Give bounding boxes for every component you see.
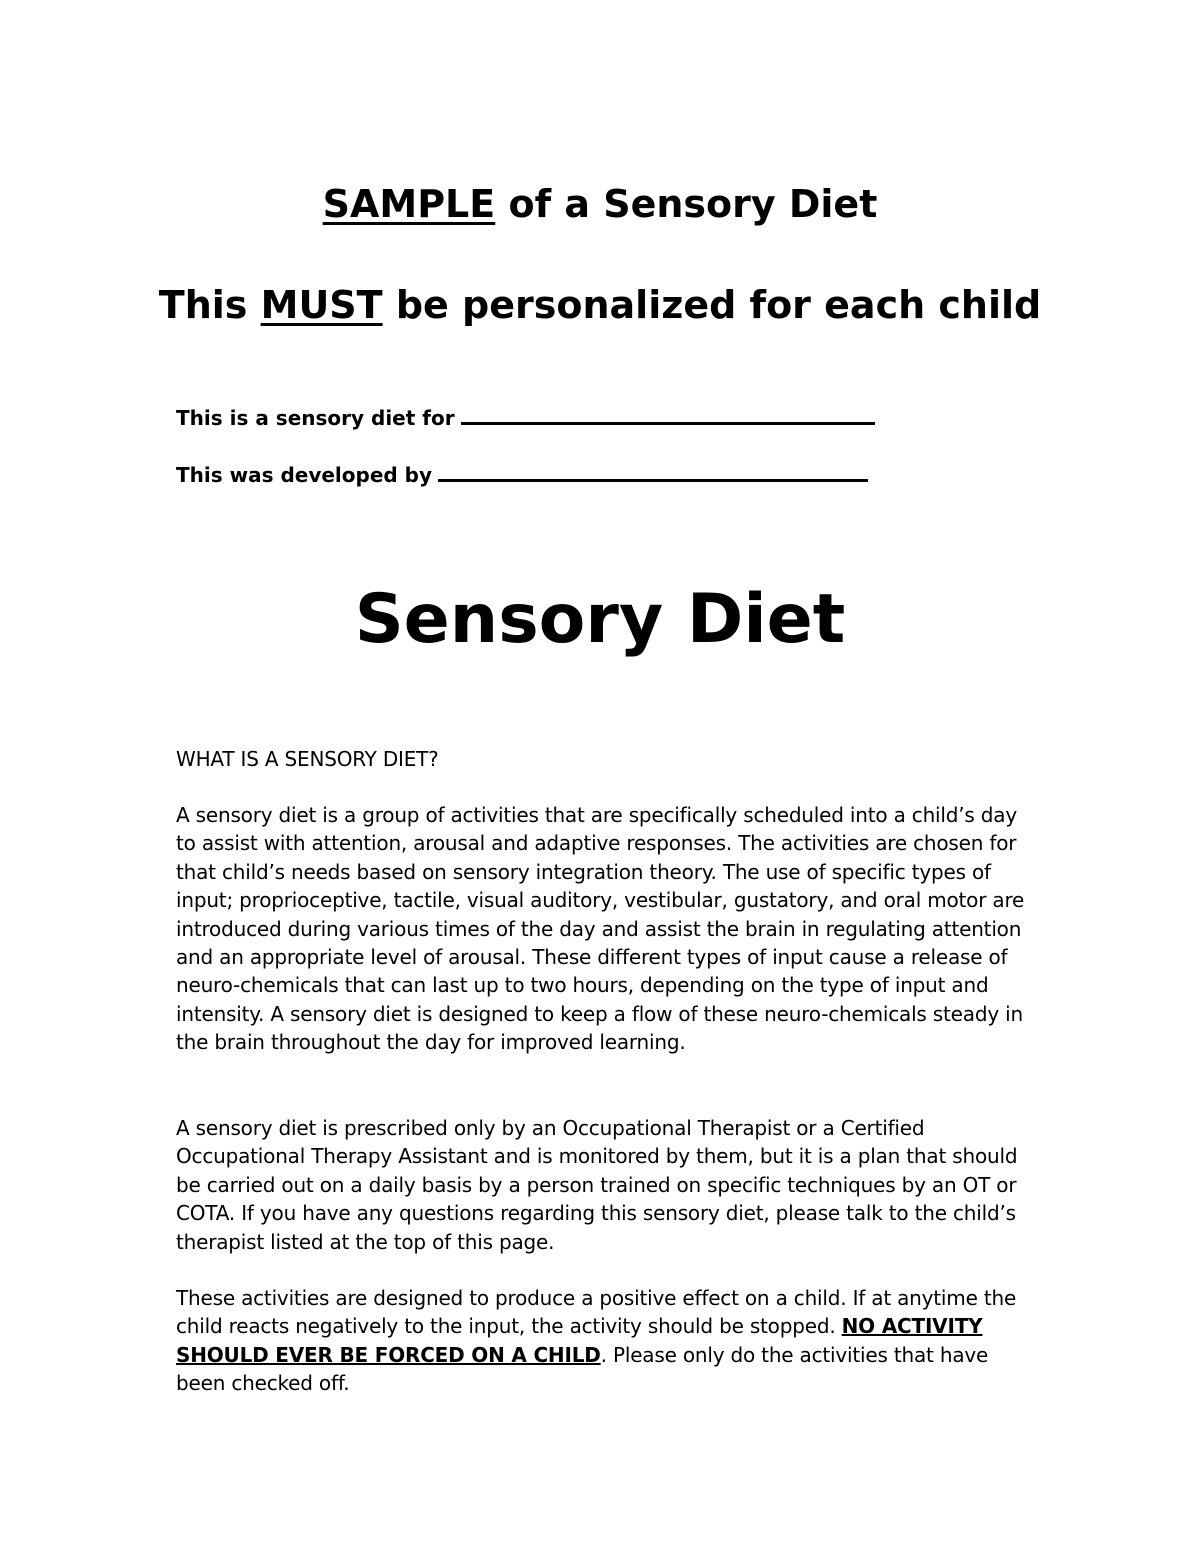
caution-outro: . Please only do the activities that have been checked off. — [176, 1342, 989, 1396]
paragraph-caution — [176, 1284, 1036, 1398]
developed-by-field — [176, 461, 868, 489]
caution-warning: NO ACTIVITY SHOULD EVER BE FORCED ON A CHILD — [176, 1314, 983, 1367]
caution-intro: These activities are designed to produce a positive effect on a child. If at anytime the child reacts negatively to the input, the activity should be stopped. — [176, 1286, 1017, 1339]
main-title: Sensory Diet — [354, 580, 846, 659]
question-heading: WHAT IS A SENSORY DIET? — [176, 747, 439, 771]
must-word: MUST — [260, 283, 383, 327]
must-pre: This — [158, 283, 261, 327]
must-post: be personalized for each child — [382, 283, 1042, 327]
developed-by-label: This was developed by — [176, 463, 433, 487]
personalize-heading — [0, 281, 1200, 329]
diet-for-blank[interactable] — [461, 408, 875, 425]
diet-for-field — [176, 404, 875, 432]
paragraph-prescription: A sensory diet is prescribed only by an Occupational Therapist or a Certified Occupational Therapy Assistant and is monitored by them, but it is a plan that should be carried out on a daily basis by a person trained on specific techniques by an OT or COTA. If you have any questions regarding this sensory diet, please talk to the child’s therapist listed at the top of this page. — [176, 1116, 1018, 1254]
diet-for-label: This is a sensory diet for — [176, 406, 455, 430]
paragraph-definition: A sensory diet is a group of activities that are specifically scheduled into a child’s day to assist with attention, arousal and adaptive responses. The activities are chosen for that child’s needs based on sensory integration theory. The use of specific types of input; proprioceptive, tactile, visual auditory, vestibular, gustatory, and oral motor are introduced during various times of the day and assist the brain in regulating attention and an appropriate level of arousal. These different types of input cause a release of neuro-chemicals that can last up to two hours, depending on the type of input and intensity. A sensory diet is designed to keep a flow of these neuro-chemicals steady in the brain throughout the day for improved learning. — [176, 803, 1025, 1055]
developed-by-blank[interactable] — [438, 465, 868, 482]
sample-word: SAMPLE — [322, 182, 496, 226]
sample-heading — [0, 180, 1200, 228]
sample-heading-rest: of a Sensory Diet — [495, 182, 878, 226]
